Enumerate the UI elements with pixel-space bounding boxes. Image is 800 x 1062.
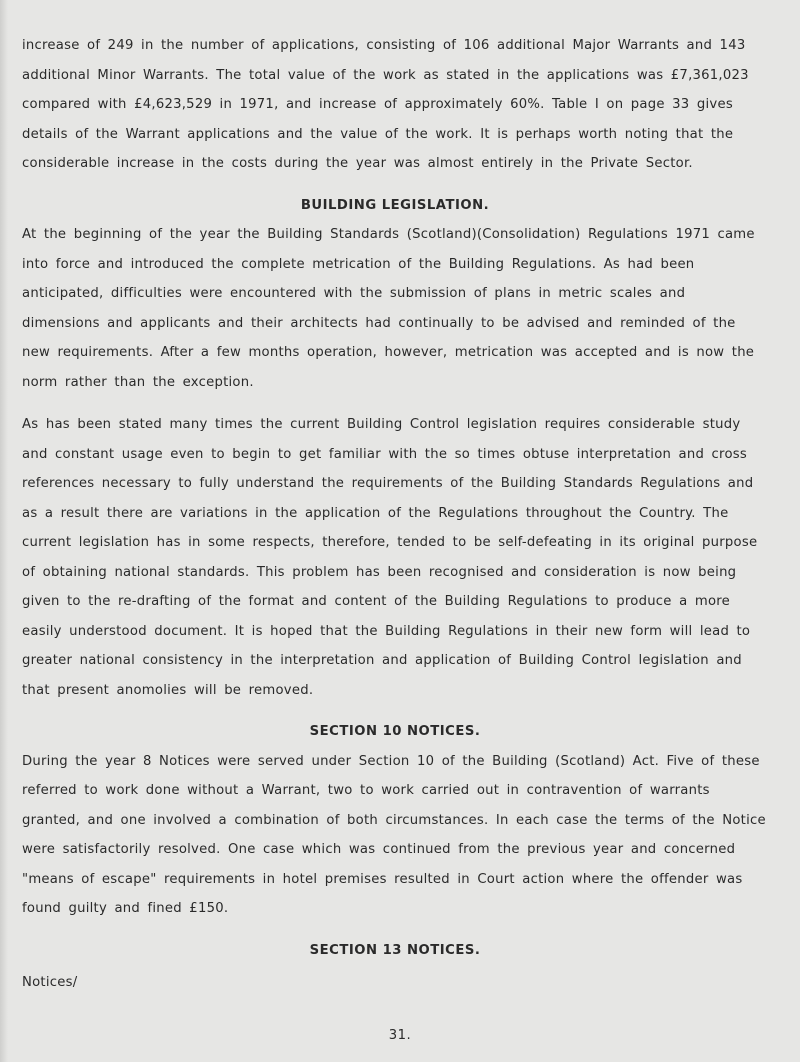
building-legislation-paragraph-1: At the beginning of the year the Building Standards (Scotland)(Consolidation) Regulations 1971 came into force and introduced the complete metrication of the Building Regulations. As had been anticipated, difficulties were encountered with the submission of plans in metric scales and dimensions and applicants and their architects had continually to be advised and reminded of the new requirements. After a few months operation, however, metrication was accepted and is now the norm rather than the exception. [22, 227, 755, 390]
page-number: 31. [388, 1028, 412, 1043]
building-legislation-paragraph-2: As has been stated many times the current Building Control legislation requires considerable study and constant usage even to begin to get familiar with the so times obtuse interpretation and cross references necessary to fully understand the requirements of the Building Standards Regulations and as a result there are variations in the application of the Regulations throughout the Country. The current legislation has in some respects, therefore, tended to be self-defeating in its original purpose of obtaining national standards. This problem has been recognised and consideration is now being given to the re-drafting of the format and content of the Building Regulations to produce a more easily understood document. It is hoped that the Building Regulations in their new form will lead to greater national consistency in the interpretation and application of Building Control legislation and that present anomolies will be removed. [22, 417, 758, 698]
section-10-paragraph: During the year 8 Notices were served under Section 10 of the Building (Scotland) Act. Five of these referred to work done without a Warrant, two to work carried out in contravention of warrants granted, and one involved a combination of both circumstances. In each case the terms of the Notice were satisfactorily resolved. One case which was continued from the previous year and concerned "means of escape" requirements in hotel premises resulted in Court action where the offender was found guilty and fined £150. [22, 753, 766, 916]
building-legislation-heading: BUILDING LEGISLATION. [300, 197, 490, 213]
section-10-heading: SECTION 10 NOTICES. [309, 724, 481, 739]
intro-paragraph: increase of 249 in the number of applications, consisting of 106 additional Major Warrants and 143 additional Minor Warrants. The total value of the work as stated in the applications was £7,361,023 compared with £4,623,529 in 1971, and increase of approximately 60%. Table I on page 33 gives details of the Warrant applications and the value of the work. It is perhaps worth noting that the considerable increase in the costs during the year was almost entirely in the Private Sector. [22, 38, 749, 171]
continuation-catchword: Notices/ [22, 975, 78, 990]
section-13-heading: SECTION 13 NOTICES. [309, 942, 481, 958]
